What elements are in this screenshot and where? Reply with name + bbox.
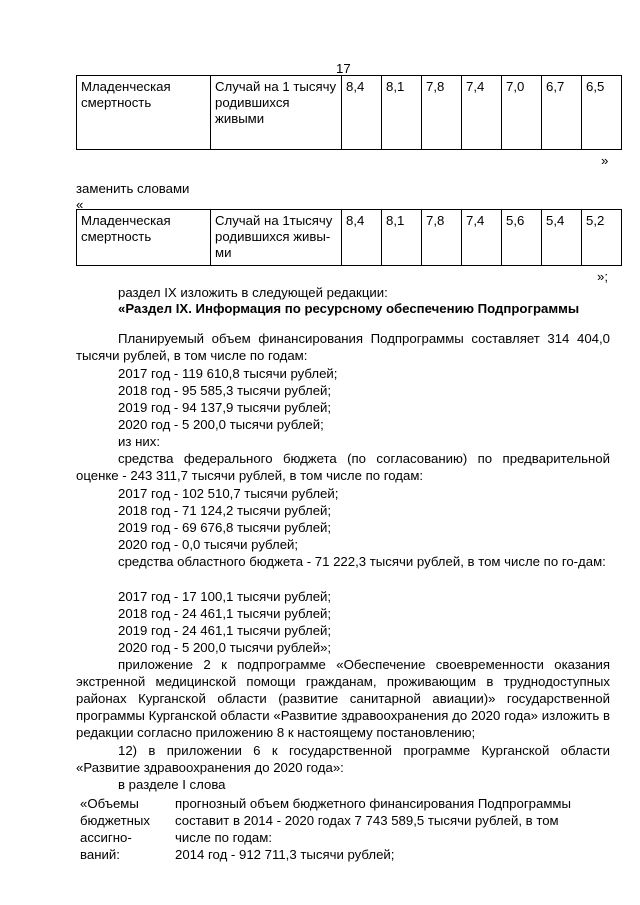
value-cell: 7,8: [422, 210, 462, 266]
federal-paragraph: средства федерального бюджета (по согласованию) по предварительной оценке - 243 311,7 тысячи рублей, в том числе по годам:: [76, 451, 610, 483]
volume-label-line: ваний:: [80, 847, 120, 862]
year-line: 2019 год - 69 676,8 тысячи рублей;: [118, 520, 332, 535]
volume-label-line: «Объемы: [80, 796, 139, 811]
value-cell: 6,7: [542, 76, 582, 150]
value-cell: 7,4: [462, 76, 502, 150]
regional-paragraph: средства областного бюджета - 71 222,3 тысячи рублей, в том числе по го-дам:: [118, 554, 606, 569]
indicator-cell: Младенческая смертность: [77, 210, 211, 266]
value-cell: 5,4: [542, 210, 582, 266]
value-cell: 5,6: [502, 210, 542, 266]
volume-label-line: ассигно-: [80, 830, 132, 845]
year-line: 2020 год - 5 200,0 тысячи рублей»;: [118, 640, 332, 655]
volume-text-line: составит в 2014 - 2020 годах 7 743 589,5 тысячи рублей, в том: [175, 813, 559, 828]
value-cell: 5,2: [582, 210, 622, 266]
value-cell: 7,0: [502, 76, 542, 150]
section-1-words: в разделе I слова: [118, 777, 226, 792]
funding-paragraph: Планируемый объем финансирования Подпрограммы составляет 314 404,0 тысячи рублей, в том числе по годам:: [76, 331, 610, 363]
indicator-cell: Младенческая смертность: [77, 76, 211, 150]
appendix-paragraph: приложение 2 к подпрограмме «Обеспечение своевременности оказания экстренной медицинской помощи гражданам, проживающим в труднодоступных районах Курганской области (развитие санитарной авиации)» государственной программы Курганской области «Развитие здравоохранения до 2020 года» изложить в редакции согласно приложению 8 к настоящему постановлению;: [76, 657, 610, 740]
year-line: 2019 год - 24 461,1 тысячи рублей;: [118, 623, 332, 638]
section-heading: «Раздел IX. Информация по ресурсному обеспечению Подпрограммы: [118, 301, 580, 316]
year-line: 2017 год - 119 610,8 тысячи рублей;: [118, 366, 338, 381]
of-them-text: из них:: [118, 434, 160, 449]
value-cell: 6,5: [582, 76, 622, 150]
value-cell: 8,1: [382, 210, 422, 266]
year-line: 2017 год - 102 510,7 тысячи рублей;: [118, 486, 339, 501]
item-12-paragraph: 12) в приложении 6 к государственной программе Курганской области «Развитие здравоохранения до 2020 года»:: [76, 743, 610, 775]
value-cell: 7,4: [462, 210, 502, 266]
volume-text-line: числе по годам:: [175, 830, 272, 845]
volume-label-line: бюджетных: [80, 813, 150, 828]
section-intro: раздел IX изложить в следующей редакции:: [118, 285, 388, 300]
value-cell: 7,8: [422, 76, 462, 150]
year-line: 2019 год - 94 137,9 тысячи рублей;: [118, 400, 332, 415]
indicator-table-new: [76, 209, 622, 266]
value-cell: 8,4: [342, 76, 382, 150]
page-number: 17: [336, 61, 351, 76]
year-line: 2018 год - 71 124,2 тысячи рублей;: [118, 503, 332, 518]
volume-text-line: прогнозный объем бюджетного финансирования Подпрограммы: [175, 796, 571, 811]
value-cell: 8,4: [342, 210, 382, 266]
year-line: 2020 год - 5 200,0 тысячи рублей;: [118, 417, 324, 432]
indicator-table-old: [76, 75, 622, 150]
closing-quote: »: [601, 153, 609, 168]
table-row: [77, 76, 622, 150]
table-row: [77, 210, 622, 266]
value-cell: 8,1: [382, 76, 422, 150]
closing-quote: »;: [597, 269, 608, 284]
year-line: 2017 год - 17 100,1 тысячи рублей;: [118, 589, 332, 604]
opening-quote: «: [76, 197, 84, 212]
volume-text-line: 2014 год - 912 711,3 тысячи рублей;: [175, 847, 395, 862]
unit-cell: Случай на 1тысячу родившихся живы-ми: [211, 210, 342, 266]
year-line: 2018 год - 24 461,1 тысячи рублей;: [118, 606, 332, 621]
year-line: 2020 год - 0,0 тысячи рублей;: [118, 537, 299, 552]
unit-cell: Случай на 1 тысячу родившихся живыми: [211, 76, 342, 150]
replace-words: заменить словами: [76, 181, 190, 196]
year-line: 2018 год - 95 585,3 тысячи рублей;: [118, 383, 332, 398]
